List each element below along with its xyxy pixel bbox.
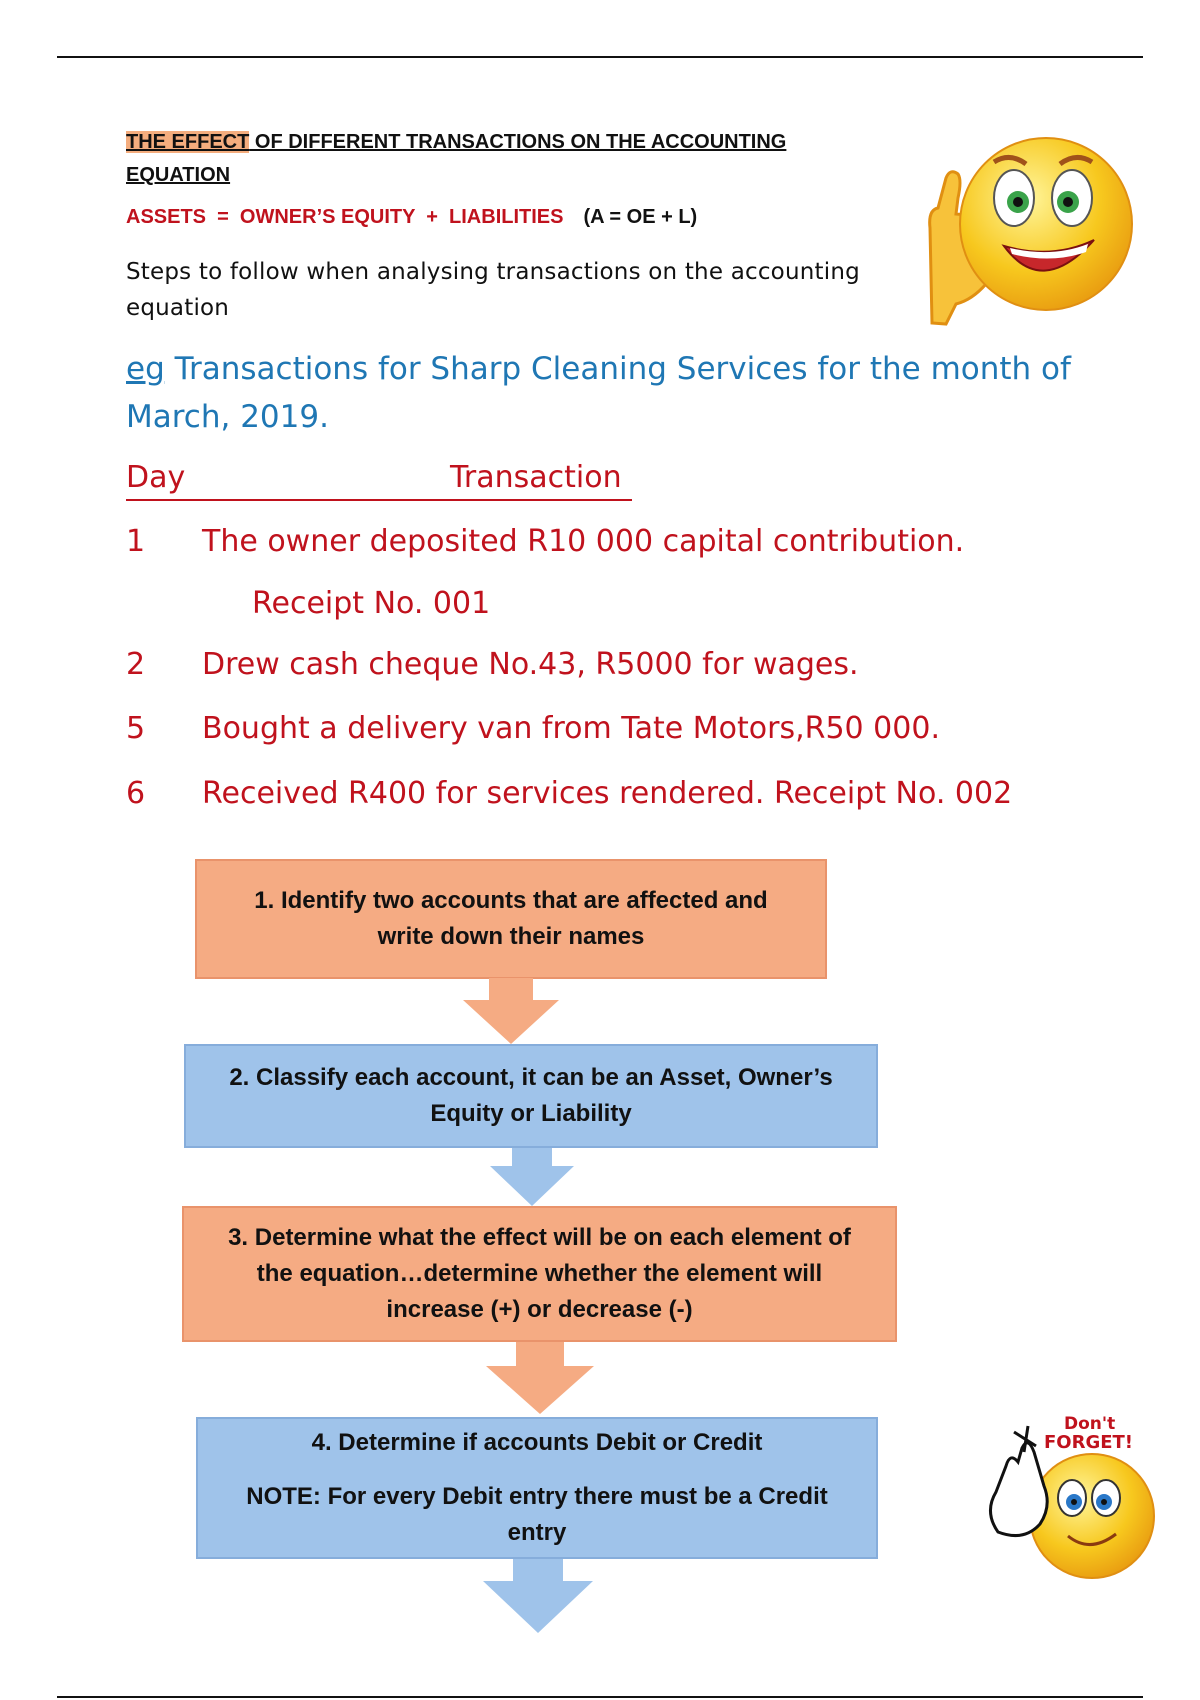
- example-eg: eg: [126, 351, 165, 387]
- thumbs-up-smiley-icon: [902, 128, 1134, 328]
- page-title: [126, 126, 826, 192]
- dont-forget-line2: FORGET!: [1044, 1432, 1134, 1453]
- arrow-down-icon: [490, 1148, 574, 1206]
- table-row-day: 2: [126, 647, 146, 682]
- table-row-day: 1: [126, 524, 146, 559]
- example-heading: [126, 345, 1086, 441]
- flow-step-4: [196, 1417, 878, 1559]
- flow-step-4-title: 4. Determine if accounts Debit or Credit: [311, 1429, 763, 1456]
- flow-step-1: [195, 859, 827, 979]
- top-rule: [57, 56, 1143, 58]
- example-text: Transactions for Sharp Cleaning Services for the month of March, 2019.: [126, 351, 1071, 435]
- dont-forget-line1: Don't: [1064, 1414, 1116, 1434]
- arrow-down-icon: [463, 978, 559, 1044]
- title-highlight: THE EFFECT: [126, 131, 250, 153]
- table-row-text: Received R400 for services rendered. Receipt No. 002: [202, 776, 1013, 811]
- flow-step-3: [182, 1206, 897, 1342]
- arrow-down-icon: [483, 1559, 593, 1633]
- flow-step-3-text: 3. Determine what the effect will be on each element of the equation…determine whether the element will increase (+) or decrease (-): [228, 1224, 851, 1323]
- table-row-day: 6: [126, 776, 146, 811]
- equation-abbr: (A = OE + L): [583, 206, 698, 228]
- dont-forget-smiley: [978, 1412, 1158, 1582]
- arrow-down-icon: [486, 1342, 594, 1414]
- table-header-underline: [126, 499, 632, 501]
- flow-step-2-text: 2. Classify each account, it can be an Asset, Owner’s Equity or Liability: [229, 1064, 833, 1127]
- column-transaction: Transaction: [450, 460, 622, 495]
- table-row-text: The owner deposited R10 000 capital contribution.: [202, 524, 965, 559]
- flow-step-1-text: 1. Identify two accounts that are affected and write down their names: [254, 887, 768, 950]
- title-line2: EQUATION: [126, 164, 231, 186]
- bottom-rule: [57, 1696, 1143, 1698]
- equation-text: ASSETS = OWNER’S EQUITY + LIABILITIES: [126, 206, 564, 228]
- table-row-text: Bought a delivery van from Tate Motors,R50 000.: [202, 711, 940, 746]
- accounting-equation: [126, 206, 697, 229]
- flow-step-2: [184, 1044, 878, 1148]
- table-row-text: Drew cash cheque No.43, R5000 for wages.: [202, 647, 859, 682]
- table-row-day: 5: [126, 711, 146, 746]
- column-day: Day: [126, 460, 186, 495]
- flow-step-4-note: NOTE: For every Debit entry there must be a Credit entry: [246, 1483, 828, 1546]
- title-rest: OF DIFFERENT TRANSACTIONS ON THE ACCOUNTING: [249, 131, 787, 153]
- steps-intro: Steps to follow when analysing transactions on the accounting equation: [126, 259, 860, 321]
- table-row-text: Receipt No. 001: [252, 586, 491, 621]
